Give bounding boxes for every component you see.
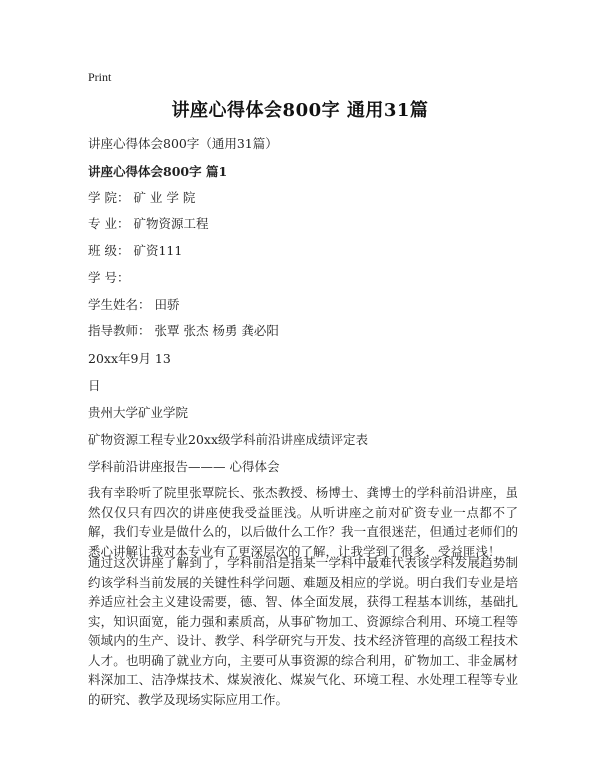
student-name-line: 学生姓名： 田骄 [88,297,180,312]
advisors-line: 指导教师： 张覃 张杰 杨勇 龚必阳 [88,323,279,338]
document-title: 讲座心得体会800字 通用31篇 [171,100,429,121]
print-label: Print [88,70,112,84]
class-line: 班 级： 矿资111 [88,243,183,258]
university-line: 贵州大学矿业学院 [88,405,189,420]
subtitle-line: 讲座心得体会800字（通用31篇） [88,136,278,151]
major-line: 专 业： 矿物资源工程 [88,216,209,231]
report-heading-line: 学科前沿讲座报告——— 心得体会 [88,459,280,474]
date-day-line: 日 [88,378,101,393]
evaluation-form-line: 矿物资源工程专业20xx级学科前沿讲座成绩评定表 [88,432,369,447]
student-id-line: 学 号： [88,270,130,285]
section-heading: 讲座心得体会800字 篇1 [88,164,228,179]
body-paragraph-1: 我有幸聆听了院里张覃院长、张杰教授、杨博士、龚博士的学科前沿讲座，虽然仅仅只有四次的讲座使我受益匪浅。从听讲座之前对矿资专业一点都不了解，我们专业是做什么的，以后做什么工作？我一直很迷茫，但通过老师们的悉心讲解让我对本专业有了更深层次的了解，让我学到了很多，受益匪浅！ [88,485,518,559]
body-paragraph-2: 通过这次讲座了解到了，学科前沿是指某一学科中最难代表该学科发展趋势制约该学科当前发展的关键性科学问题、难题及相应的学说。明白我们专业是培养适应社会主义建设需要，德、智、体全面发展，获得工程基本训练，基础扎实，知识面宽，能力强和素质高，从事矿物加工、资源综合利用、环境工程等领域内的生产、设计、教学、科学研究与开发、技术经济管理的高级工程技术人才。也明确了就业方向，主要可从事资源的综合利用，矿物加工、非金属材料深加工、洁净煤技术、煤炭液化、煤炭气化、环境工程、水处理工程等专业的研究、教学及现场实际应用工作。 [88,555,518,707]
date-line: 20xx年9月 13 [88,351,171,366]
college-line: 学 院： 矿 业 学 院 [88,190,196,205]
